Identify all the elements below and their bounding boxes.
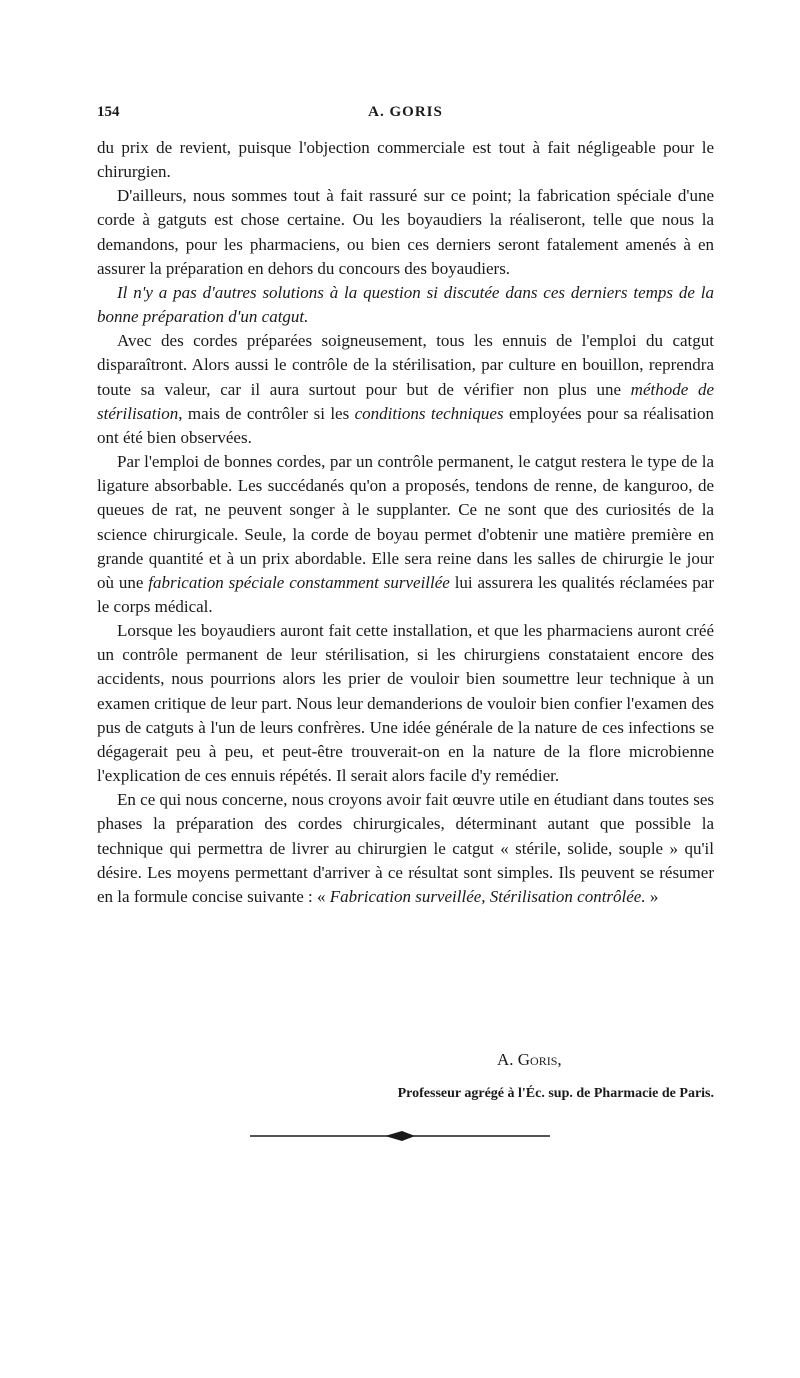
italic-text: Il n'y a pas d'autres solutions à la question si discutée dans ces derniers temps de la bonne préparation d'un catgut. [97,282,714,327]
paragraph-text: employées pour sa réalisation ont été bien observées. [97,403,714,447]
paragraph [97,281,714,329]
paragraph [97,136,714,184]
author-signature: A. Goris, [497,1050,562,1069]
paragraph [97,329,714,450]
running-head: A. GORIS [368,104,443,120]
author-affiliation: Professeur agrégé à l'Éc. sup. de Pharmacie de Paris. [397,1086,714,1101]
page-number: 154 [97,104,120,120]
body-text [97,136,714,909]
paragraph-text: » [645,886,659,906]
italic-text: Fabrication surveillée, Stérilisation contrôlée. [329,886,646,906]
italic-text: méthode de stérilisation [97,379,714,423]
paragraph-text: lui assurera les qualités réclamées par le corps médical. [97,572,714,616]
ornamental-separator [250,1128,550,1144]
paragraph [97,184,714,281]
paragraph-text: du prix de revient, puisque l'objection commerciale est tout à fait négligeable pour le chirurgien. [97,138,714,182]
paragraph [97,788,714,909]
paragraph-text: , mais de contrôler si les [178,403,355,423]
paragraph [97,450,714,619]
italic-text: conditions techniques [354,403,504,423]
paragraph-text: Lorsque les boyaudiers auront fait cette installation, et que les pharmaciens auront créé un contrôle permanent de leur stérilisation, si les chirurgiens constataient encore des accidents, nous pourrions alors les prier de vouloir bien soumettre leur technique à un examen critique de leur part. Nous leur demanderions de vouloir bien confier l'examen des pus de catguts à l'un de leurs confrères. Une idée générale de la nature de ces infections se dégagerait peu à peu, et peut-être trouverait-on en la nature de la flore microbienne l'explication de ces ennuis répétés. Il serait alors facile d'y remédier. [97,621,714,786]
paragraph-text: En ce qui nous concerne, nous croyons avoir fait œuvre utile en étudiant dans toutes ses phases la préparation des cordes chirurgicales, déterminant autant que possible la technique qui permettra de livrer au chirurgien le catgut « stérile, solide, souple » qu'il désire. Les moyens permettant d'arriver à ce résultat sont simples. Ils peuvent se résumer en la formule concise suivante : « [97,790,714,906]
paragraph-text: D'ailleurs, nous sommes tout à fait rassuré sur ce point; la fabrication spéciale d'une corde à gatguts est chose certaine. Ou les boyaudiers la réaliseront, telle que nous la demandons, pour les pharmaciens, ou bien ces derniers seront fatalement amenés à en assurer la préparation en dehors du concours des boyaudiers. [97,186,714,278]
italic-text: fabrication spéciale constamment surveillée [148,572,450,592]
signature-block [497,1048,714,1072]
page-header [97,104,714,128]
paragraph [97,619,714,788]
paragraph-text: Avec des cordes préparées soigneusement, tous les ennuis de l'emploi du catgut disparaîtront. Alors aussi le contrôle de la stérilisation, par culture en bouillon, reprendra toute sa valeur, car il aura surtout pour but de vérifier non plus une [97,331,714,399]
paragraph-text: Par l'emploi de bonnes cordes, par un contrôle permanent, le catgut restera le type de la ligature absorbable. Les succédanés qu'on a proposés, tendons de renne, de kanguroo, de queues de rat, ne peuvent songer à le supplanter. Ce ne sont que des curiosités de la science chirurgicale. Seule, la corde de boyau permet d'obtenir une matière première en grande quantité et à un prix abordable. Elle sera reine dans les salles de chirurgie le jour où une [97,452,714,592]
